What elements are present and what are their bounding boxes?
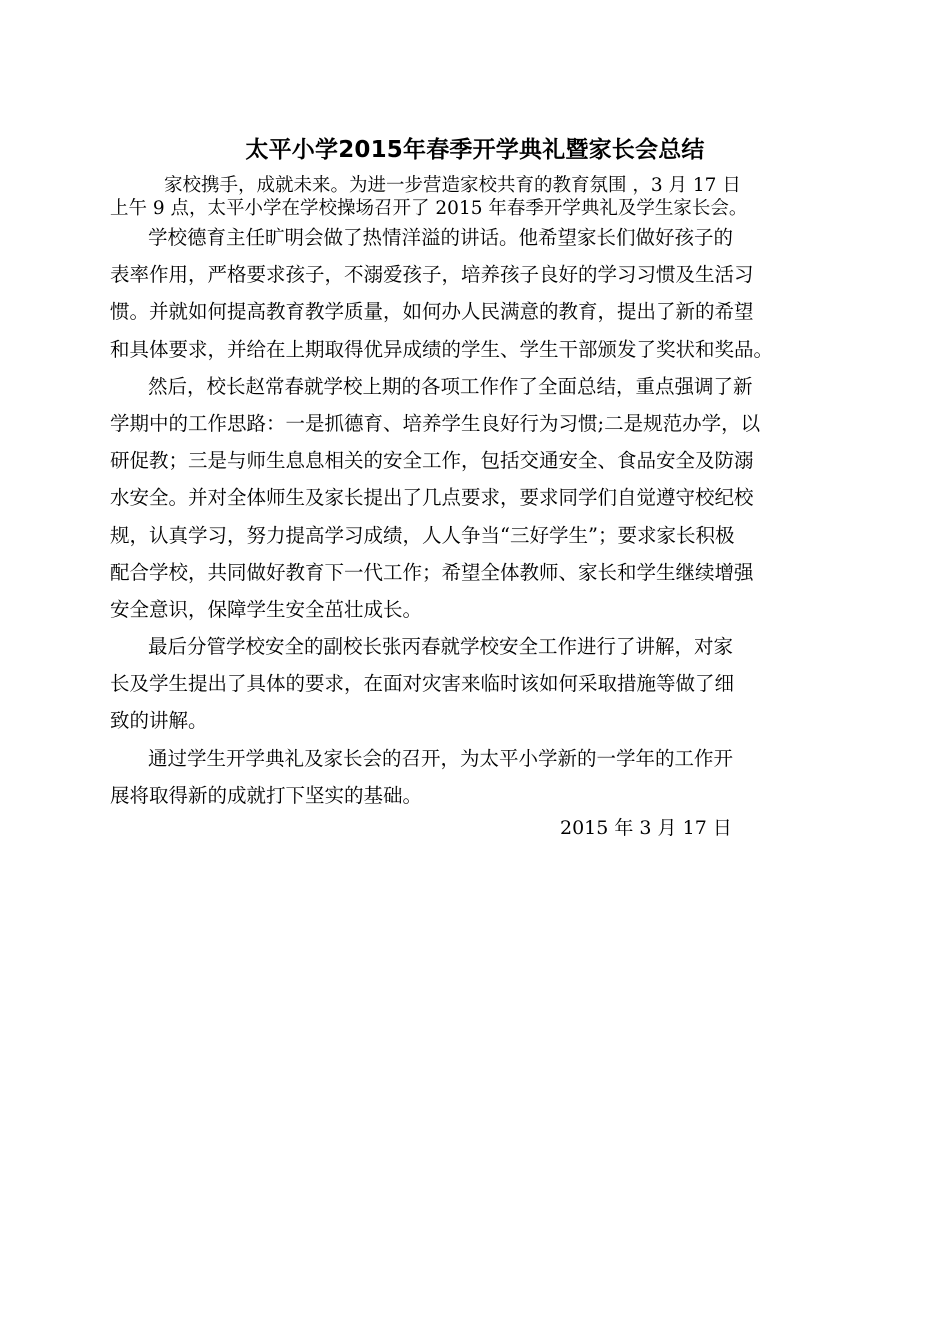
paragraph-3-line: 致的讲解。: [110, 709, 208, 733]
paragraph-2-line: 配合学校，共同做好教育下一代工作；希望全体教师、家长和学生继续增强: [110, 560, 754, 584]
intro-line: 家校携手，成就未来。为进一步营造家校共育的教育氛围 ，3 月 17 日: [164, 175, 741, 196]
paragraph-1-line: 学校德育主任旷明会做了热情洋溢的讲话。他希望家长们做好孩子的: [148, 226, 734, 249]
paragraph-2-line: 规，认真学习，努力提高学习成绩，人人争当“三好学生”；要求家长积极: [110, 523, 735, 547]
paragraph-2-line: 研促教；三是与师生息息相关的安全工作，包括交通安全、食品安全及防溺: [110, 449, 754, 473]
paragraph-3-line: 最后分管学校安全的副校长张丙春就学校安全工作进行了讲解，对家: [148, 635, 734, 659]
paragraph-2-line: 安全意识，保障学生安全茁壮成长。: [110, 597, 423, 621]
document-title: 太平小学2015年春季开学典礼暨家长会总结: [245, 137, 705, 163]
paragraph-2-line: 学期中的工作思路：一是抓德育、培养学生良好行为习惯;二是规范办学，以: [110, 411, 761, 435]
paragraph-4-line: 通过学生开学典礼及家长会的召开，为太平小学新的一学年的工作开: [148, 746, 734, 770]
intro-line: 上午 9 点，太平小学在学校操场召开了 2015 年春季开学典礼及学生家长会。: [110, 198, 748, 219]
paragraph-1-line: 和具体要求，并给在上期取得优异成绩的学生、学生干部颁发了奖状和奖品。: [110, 337, 774, 361]
paragraph-3-line: 长及学生提出了具体的要求，在面对灾害来临时该如何采取措施等做了细: [110, 672, 735, 696]
paragraph-2-line: 水安全。并对全体师生及家长提出了几点要求，要求同学们自觉遵守校纪校: [110, 486, 754, 510]
document-date: 2015 年 3 月 17 日: [560, 817, 732, 839]
paragraph-1-line: 表率作用，严格要求孩子，不溺爱孩子，培养孩子良好的学习习惯及生活习: [110, 263, 754, 287]
paragraph-1-line: 惯。并就如何提高教育教学质量，如何办人民满意的教育，提出了新的希望: [110, 300, 754, 324]
paragraph-4-line: 展将取得新的成就打下坚实的基础。: [110, 783, 423, 807]
intro-paragraph: [110, 174, 850, 220]
paragraph-2-line: 然后，校长赵常春就学校上期的各项工作作了全面总结，重点强调了新: [148, 374, 753, 398]
body-paragraphs: [110, 219, 850, 814]
